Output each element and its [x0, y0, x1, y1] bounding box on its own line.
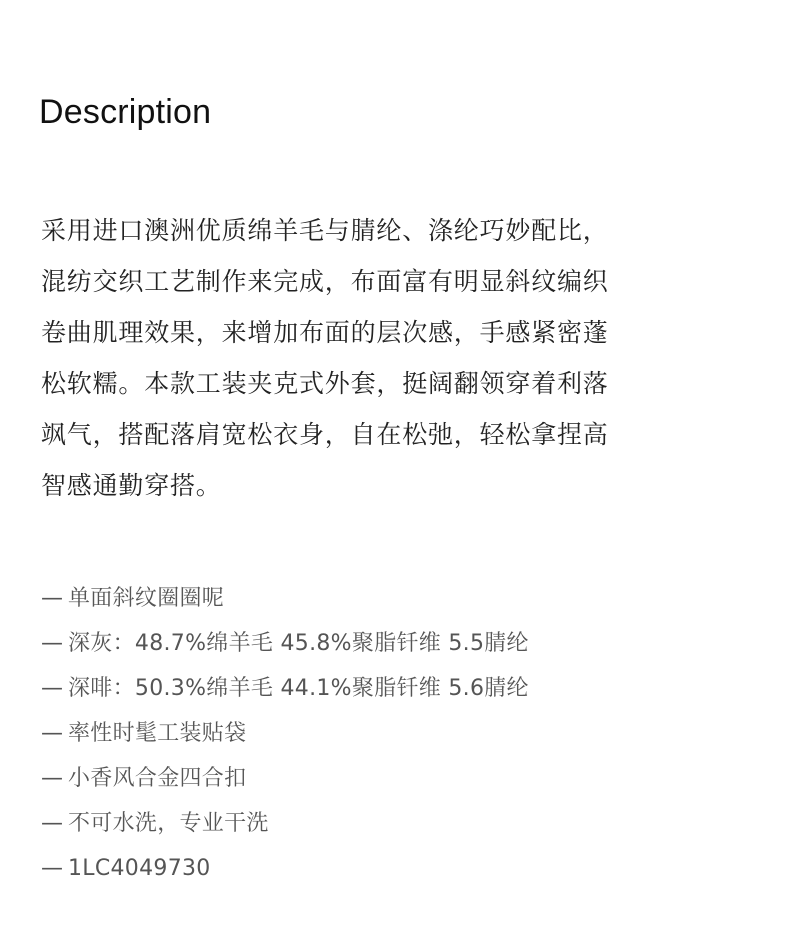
spec-text: 不可水洗，专业干洗	[68, 811, 269, 836]
description-line: 混纺交织工艺制作来完成，布面富有明显斜纹编织	[41, 267, 609, 296]
description-paragraph	[41, 205, 701, 511]
dash-bullet: —	[41, 631, 64, 656]
spec-text: 深啡：50.3%绵羊毛 44.1%聚脂钎维 5.6腈纶	[68, 676, 529, 701]
dash-bullet: —	[41, 586, 64, 611]
spec-item-buttons	[41, 756, 529, 801]
dash-bullet: —	[41, 676, 64, 701]
spec-item-product-code	[41, 846, 529, 891]
description-line: 智感通勤穿搭。	[41, 471, 222, 500]
spec-item-dark-gray-composition	[41, 621, 529, 666]
description-line: 卷曲肌理效果，来增加布面的层次感，手感紧密蓬	[41, 318, 609, 347]
spec-item-care	[41, 801, 529, 846]
spec-item-fabric	[41, 576, 529, 621]
spec-item-pockets	[41, 711, 529, 756]
spec-text: 率性时髦工装贴袋	[68, 721, 247, 746]
section-title: Description	[39, 93, 212, 131]
dash-bullet: —	[41, 766, 64, 791]
dash-bullet: —	[41, 721, 64, 746]
description-line: 飒气，搭配落肩宽松衣身，自在松弛，轻松拿捏高	[41, 420, 609, 449]
description-line: 松软糯。本款工装夹克式外套，挺阔翻领穿着利落	[41, 369, 609, 398]
spec-text: 小香风合金四合扣	[68, 766, 247, 791]
dash-bullet: —	[41, 856, 64, 881]
description-line: 采用进口澳洲优质绵羊毛与腈纶、涤纶巧妙配比，	[41, 216, 609, 245]
specification-list	[41, 576, 529, 891]
spec-text: 深灰：48.7%绵羊毛 45.8%聚脂钎维 5.5腈纶	[68, 631, 529, 656]
spec-text: 1LC4049730	[68, 856, 211, 881]
spec-text: 单面斜纹圈圈呢	[68, 586, 225, 611]
dash-bullet: —	[41, 811, 64, 836]
spec-item-dark-brown-composition	[41, 666, 529, 711]
